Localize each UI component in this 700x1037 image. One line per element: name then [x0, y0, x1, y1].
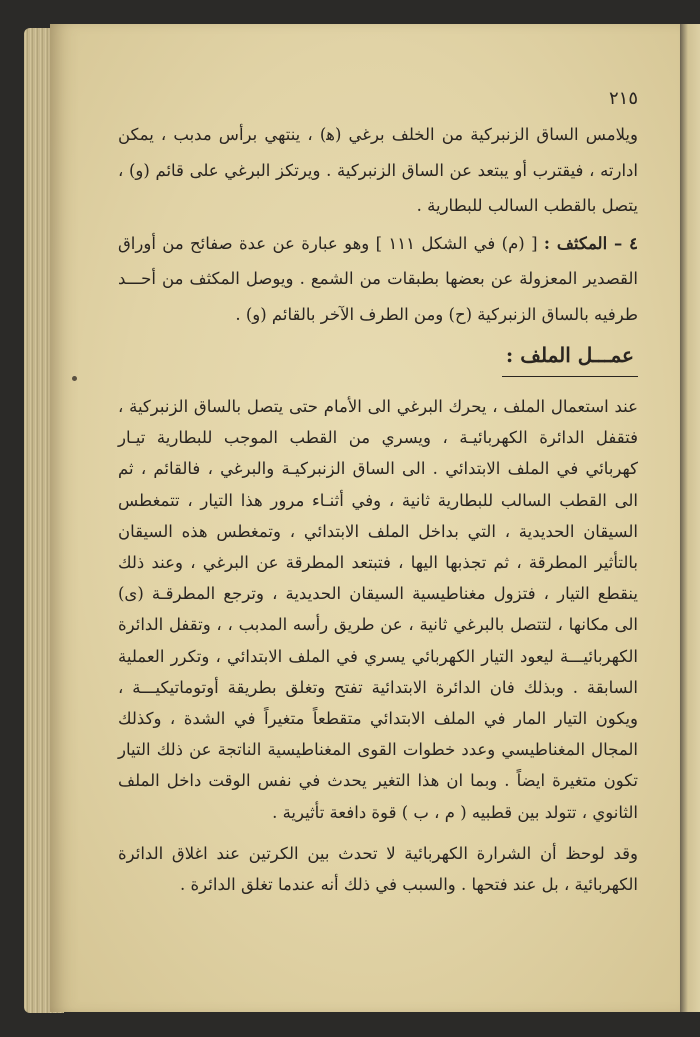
paragraph-3: عند استعمال الملف ، يحرك البرغي الى الأمام حتى يتصل بالساق الزنبركية ، فتقفل الدائرة الكهربائيـة ، ويسري من القطب الموجب للبطارية تيـار كهربائي في الملف الابتدائي . الى الساق الزنبركيـة والبرغي ، فالقائم ، ثم الى القطب السالب للبطارية ثانية ، وفي أثنـاء مرور هذا التيار ، تتمغطس السيقان الحديدية ، التي بداخل الملف الابتدائي ، وتمغطس هذه السيقان بالتأثير المطرقة ، ثم تجذبها اليها ، فتبتعد المطرقة عن البرغي ، وعند ذلك ينقطع التيار ، فتزول مغناطيسية السيقان الحديدية ، وترجع المطرقـة (ى) الى مكانها ، لتتصل بالبرغي ثانية ، عن طريق رأسه المدبب ، ، وتقفل الدائرة الكهربائيـــة ليعود التيار الكهربائي يسري في الملف الابتدائي ، وتكرر العملية السابقة . وبذلك فان الدائرة الابتدائية تفتح وتغلق بطريقة أوتوماتيكيـــة ، ويكون التيار المار في الملف الابتدائي متقطعاً متغيراً في الشدة ، وكذلك المجال المغناطيسي وعدد خطوات القوى المغناطيسية الناتجة عن ذلك التيار تكون متغيرة ايضاً . وبما ان هذا التغير يحدث في نفس الوقت داخل الملف الثانوي ، تتولد بين قطبيه ( م ، ب ) قوة دافعة تأثيرية . [118, 397, 638, 822]
paragraph-1: ويلامس الساق الزنبركية من الخلف برغي (ﻫ) ، ينتهي برأس مدبب ، يمكن ادارته ، فيقترب أو يبتعد عن الساق الزنبركية . ويرتكز البرغي على قائم (و) ، يتصل بالقطب السالب للبطارية . [118, 125, 638, 215]
paragraph-4: وقد لوحظ أن الشرارة الكهربائية لا تحدث بين الكرتين عند اغلاق الدائرة الكهربائية ، بل عند فتحها . والسبب في ذلك أنه عندما تغلق الدائرة . [118, 843, 638, 894]
paragraph-2 [118, 226, 638, 333]
page-text [118, 88, 638, 900]
facing-page-edge [680, 24, 700, 1012]
margin-mark [72, 376, 77, 381]
section-heading-wrap [118, 340, 638, 377]
page-number: ٢١٥ [608, 88, 638, 109]
capacitor-subheading: ٤ – المكثف : [543, 233, 639, 253]
section-heading: عمـــل الملف : [502, 340, 638, 377]
paragraph-2-body: [ (م) في الشكل ١١١ ] وهو عبارة عن عدة صفائح من أوراق القصدير المعزولة عن بعضها بطبقات من الشمع . ويوصل المكثف من أحـــد طرفيه بالساق الزنبركية (ح) ومن الطرف الآخر بالقائم (و) . [118, 233, 638, 324]
